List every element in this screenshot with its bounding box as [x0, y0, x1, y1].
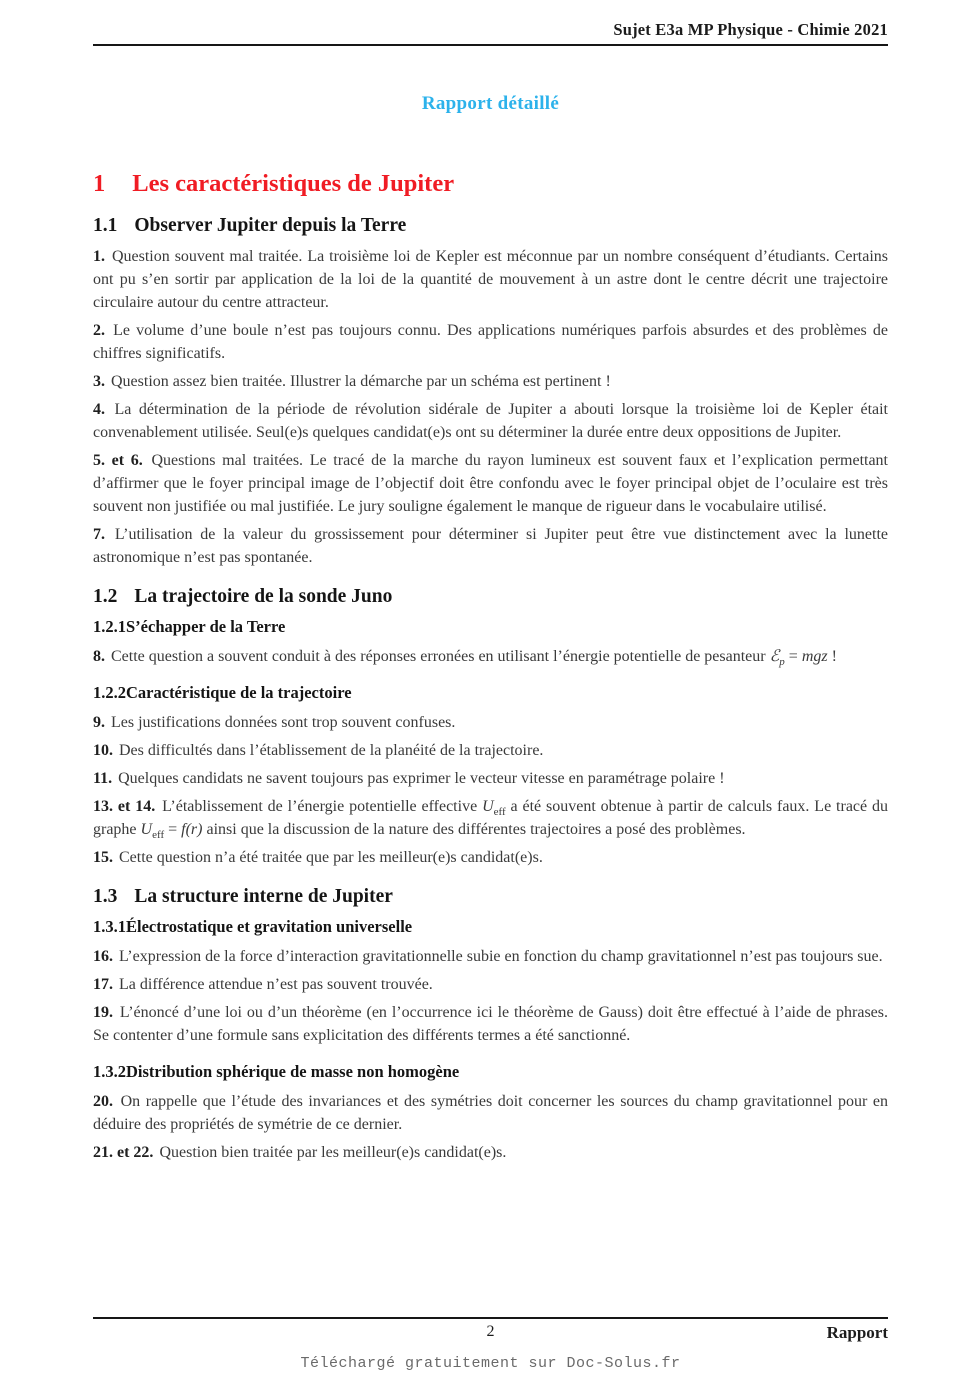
subsection-heading [93, 215, 888, 237]
paragraph-number: 21. et 22. [93, 1144, 158, 1161]
paragraph-number: 10. [93, 742, 117, 759]
report-paragraph: 8. Cette question a souvent conduit à des réponses erronées en utilisant l’énergie potentielle de pesanteur ℰ$_p$ = mgz ! [93, 648, 837, 669]
heading-number: 1.2.1 [93, 617, 126, 636]
math-expression: $U_{eff}$ [482, 798, 506, 819]
heading-title: La structure interne de Jupiter [134, 886, 393, 907]
report-paragraph: 13. et 14. L’établissement de l’énergie potentielle effective $U_{eff}$ a été souvent obtenue à partir de calculs faux. Le tracé du graphe $U_{eff} = f(r)$ ainsi que la discussion de la nature des différentes trajectoires a posé des problèmes. [93, 798, 889, 842]
paragraph-number: 2. [93, 322, 112, 339]
report-paragraph: 10. Des difficultés dans l’établissement de la planéité de la trajectoire. [93, 742, 544, 759]
subsubsection-heading [93, 683, 888, 703]
subsection-heading [93, 886, 888, 908]
heading-number: 1 [93, 170, 106, 197]
subsubsection-heading [93, 1062, 888, 1082]
subsubsection-heading [93, 917, 888, 937]
report-paragraph: 4. La détermination de la période de révolution sidérale de Jupiter a abouti lorsque la troisième loi de Kepler était convenablement utilisée. Seul(e)s quelques candidat(e)s ont su déterminer la durée entre deux oppositions de Jupiter. [93, 401, 889, 441]
math-expression: $U_{eff} = f(r)$ [140, 821, 203, 842]
heading-number: 1.2.2 [93, 683, 126, 702]
heading-title: S’échapper de la Terre [126, 617, 286, 636]
paragraph-number: 15. [93, 849, 117, 866]
heading-number: 1.3.2 [93, 1062, 126, 1081]
math-expression: ℰ$_p$ = mgz [769, 648, 828, 669]
heading-title: Distribution sphérique de masse non homogène [126, 1062, 460, 1081]
paragraph-number: 8. [93, 648, 109, 665]
footer-rule [93, 1317, 888, 1319]
paragraph-number: 9. [93, 714, 109, 731]
heading-title: Électrostatique et gravitation universelle [126, 917, 413, 936]
paragraph-number: 7. [93, 526, 113, 543]
page-footer [93, 1317, 888, 1372]
watermark-text: Téléchargé gratuitement sur Doc-Solus.fr [300, 1355, 681, 1372]
report-paragraph: 15. Cette question n’a été traitée que par les meilleur(e)s candidat(e)s. [93, 849, 543, 866]
paragraph-number: 3. [93, 373, 109, 390]
report-paragraph: 17. La différence attendue n’est pas souvent trouvée. [93, 976, 433, 993]
subsection-heading [93, 586, 888, 608]
heading-number: 1.3.1 [93, 917, 126, 936]
paragraph-number: 17. [93, 976, 117, 993]
report-paragraph: 1. Question souvent mal traitée. La troisième loi de Kepler est méconnue par un nombre conséquent d’étudiants. Certains ont pu s’en sortir par application de la loi de la quantité de mouvement à un astre dont le centre décrit une trajectoire circulaire autour du centre attracteur. [93, 248, 889, 311]
report-paragraph: 21. et 22. Question bien traitée par les meilleur(e)s candidat(e)s. [93, 1144, 507, 1161]
report-paragraph: 16. L’expression de la force d’interaction gravitationnelle subie en fonction du champ gravitationnel n’est pas toujours sue. [93, 948, 883, 965]
report-paragraph: 2. Le volume d’une boule n’est pas toujours connu. Des applications numériques parfois absurdes et des problèmes de chiffres significatifs. [93, 322, 889, 362]
report-paragraph: 19. L’énoncé d’une loi ou d’un théorème (en l’occurrence ici le théorème de Gauss) doit être effectué à l’aide de phrases. Se contenter d’une formule sans explicitation des différents termes a été sanctionné. [93, 1004, 889, 1044]
paragraph-number: 4. [93, 401, 113, 418]
report-paragraph: 5. et 6. Questions mal traitées. Le tracé de la marche du rayon lumineux est souvent faux et l’explication permettant d’affirmer que le foyer principal image de l’objectif doit être confondu avec le foyer principal objet de l’oculaire est très souvent non justifiée ou mal justifiée. Le jury souligne également le manque de rigueur dans le vocabulaire utilisé. [93, 452, 889, 515]
heading-title: La trajectoire de la sonde Juno [134, 586, 393, 607]
report-paragraph: 20. On rappelle que l’étude des invariances et des symétries doit concerner les sources du champ gravitationnel pour en déduire des propriétés de symétrie de ce dernier. [93, 1093, 889, 1133]
paragraph-number: 1. [93, 248, 110, 265]
heading-title: Caractéristique de la trajectoire [126, 683, 352, 702]
report-paragraph: 7. L’utilisation de la valeur du grossissement pour déterminer si Jupiter peut être vue distinctement avec la lunette astronomique n’est pas spontanée. [93, 526, 889, 566]
paragraph-number: 5. et 6. [93, 452, 150, 469]
subsubsection-heading [93, 617, 888, 637]
section-heading [93, 170, 888, 198]
paragraph-number: 19. [93, 1004, 118, 1021]
document-body [93, 170, 888, 1164]
paragraph-number: 13. et 14. [93, 798, 161, 815]
footer-label: Rapport [826, 1323, 888, 1342]
heading-title: Observer Jupiter depuis la Terre [134, 215, 407, 236]
report-paragraph: 11. Quelques candidats ne savent toujours pas exprimer le vecteur vitesse en paramétrage polaire ! [93, 770, 725, 787]
paragraph-number: 16. [93, 948, 117, 965]
heading-number: 1.3 [93, 886, 118, 907]
paragraph-number: 11. [93, 770, 117, 787]
header-title: Sujet E3a MP Physique - Chimie 2021 [613, 20, 888, 39]
paragraph-number: 20. [93, 1093, 119, 1110]
heading-title: Les caractéristiques de Jupiter [132, 170, 455, 197]
heading-number: 1.1 [93, 215, 118, 236]
report-paragraph: 3. Question assez bien traitée. Illustrer la démarche par un schéma est pertinent ! [93, 373, 611, 390]
report-title: Rapport détaillé [421, 93, 560, 114]
page-header [93, 0, 888, 46]
heading-number: 1.2 [93, 586, 118, 607]
page-number: 2 [486, 1323, 495, 1340]
report-paragraph: 9. Les justifications données sont trop souvent confuses. [93, 714, 456, 731]
header-rule [93, 44, 888, 46]
